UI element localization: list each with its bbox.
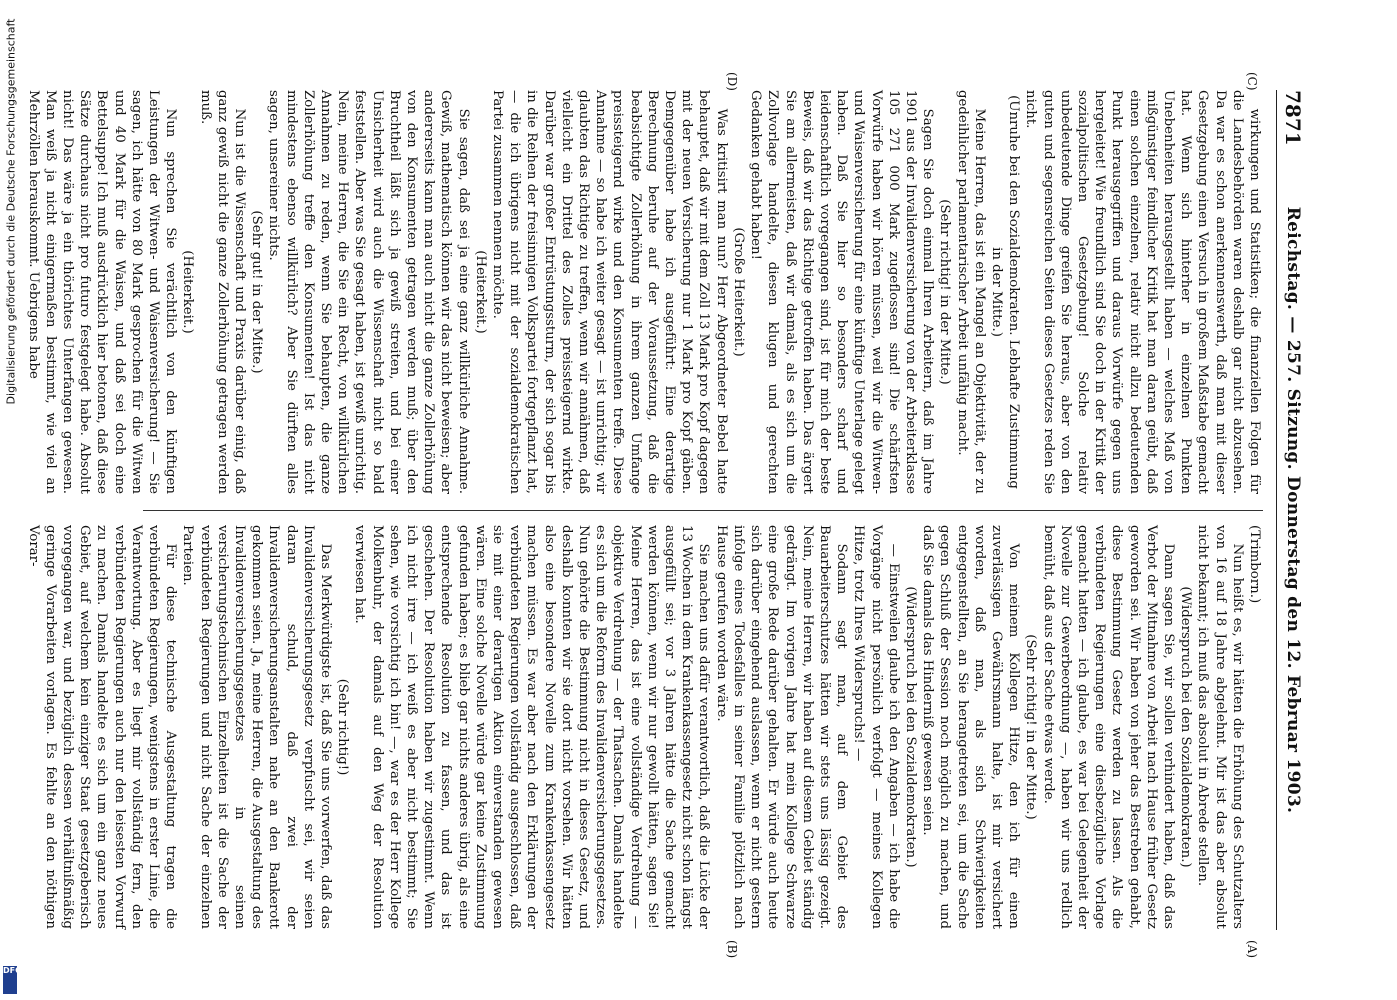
- dfg-logo-text: DFG: [3, 966, 22, 975]
- paragraph: Sagen Sie doch einmal Ihren Arbeitern, daß im Jahre 1901 aus der Invalidenversicherung von der Arbeiterklasse 105 271 000 Mark zugeflossen sind! Die schärfsten Vorwürfe haben wir hören müssen, weil wir die Witwen- und Waisenversicherung für eine künftige Unterlage gelegt haben. Daß Sie hier so besonders scharf und leidenschaftlich vorgegangen sind, ist für mich der beste Beweis, daß wir das Richtige getroffen haben. Das ärgert Sie am allermeisten, daß wir damals, als es sich um die Zollvorlage handelte, diesen klugen und gerechten Gedanken gehabt haben!: [747, 90, 935, 494]
- interjection: (Widerspruch bei den Sozialdemokraten.): [902, 586, 918, 868]
- margin-marker-a: (A): [1244, 940, 1259, 959]
- interjection: (Widerspruch bei den Sozialdemokraten.): [1177, 586, 1193, 868]
- paragraph: Sodann sagt man, auf dem Gebiet des Bauarbeiterschutzes hätten wir stets uns lässig gezeigt. Nein, meine Herren, wir haben auf diesem Gebiet ständig gedrängt. Im vorigen Jahre hat mein Kollege Schwarze eine große Rede darüber gehalten. Er würde auch heute sich darüber eingehend auslassen, wenn er nicht gestern infolge eines Todesfalles in seiner Familie plötzlich nach Hause gerufen worden wäre.: [713, 525, 849, 929]
- page-header: [1276, 90, 1307, 930]
- interjection: (Sehr richtig! in der Mitte.): [1022, 634, 1038, 820]
- interjection: (Heiterkeit.): [472, 250, 488, 334]
- paragraph: Was kritisirt man nun? Herr Abgeordneter Bebel hatte behauptet, daß wir mit dem Zoll 13 Mark pro Kopf dagegen mit der neuen Versicherung nur 1 Mark pro Kopf gäben. Demgegenüber habe ich ausgeführt: Eine derartige Berechnung beruhe auf der Voraussetzung, daß die beabsichtigte Zollerhöhung in ihrem ganzen Umfange preissteigernd wirke und den Konsumenten treffe. Diese Annahme — so habe ich weiter gesagt — ist unrichtig; wir glaubten das Richtige zu treffen, wenn wir annähmen, daß vielleicht ein Drittel des Zolles preissteigernd wirkte. Darüber war großer Entrüstungssturm, der sich sogar bis in die Reihen der freisinnigen Volkspartei fortgepflanzt hat, — die ich übrigens nicht mit der sozialdemokratischen Partei zusammen nennen möchte.: [489, 90, 729, 494]
- column-divider: [143, 510, 1263, 511]
- margin-marker-b: (B): [724, 940, 739, 959]
- paragraph: Nun sprechen Sie verächtlich von den künftigen Leistungen der Witwen- und Waisenversicherung! — Sie sagen, ich hätte von 80 Mark gesprochen für die Witwen und 40 Mark für die Waisen, und daß sei doch eine Bettelsuppe! Ich muß ausdrücklich hier betonen, daß diese Sätze durchaus nicht pro futuro festgelegt habe. Absolut nicht! Das wäre ja ein thörichtes Unterfangen gewesen. Man weiß ja nicht einigermaßen bestimmt, wie viel an Mehrzöllen herauskommt. Uebrigens habe: [25, 90, 178, 494]
- interjection: (Sehr gut! in der Mitte.): [248, 210, 264, 374]
- paragraph: Meine Herren, das ist ein Mangel an Objektivität, der zu gedeihlicher parlamentarischer Arbeit unfähig macht.: [954, 90, 987, 494]
- text-column-right-side: [25, 90, 1263, 494]
- digitization-footer: [3, 20, 19, 980]
- running-head: Reichstag. — 257. Sitzung. Donnerstag den 12. Februar 1903.: [1282, 206, 1303, 814]
- paragraph: Das Merkwürdigste ist, daß Sie uns vorwerfen, daß das Invalidenversicherungsgesetz verpfuscht sei, wir seien daran schuld, daß zwei der Invalidenversicherungsanstalten nahe an den Bankerott gekommen seien. Ja, meine Herren, die Ausgestaltung des Invalidenversicherungsgesetzes in seinen versicherungstechnischen Einzelheiten ist die Sache der verbündeten Regierungen und nicht Sache der einzelnen Parteien.: [179, 525, 333, 929]
- paragraph: Sie sagen, daß sei ja eine ganz willkürliche Annahme. Gewiß, mathematisch können wir das nicht beweisen; aber andererseits kann man auch nicht die ganze Zollerhöhung von den Konsumenten getragen werden muß; über den Bruchtheil läßt sich ja gewiß streiten, und bei einer Unsicherheit wird auch die Wissenschaft nicht so bald feststellen. Aber was Sie gesagt haben, ist gewiß unrichtig. Nein, meine Herren, die Sie ein Recht, von willkürlichen Annahmen zu reden, wenn Sie behaupten, die ganze Zollerhöhung treffe den Konsumenten! Ist das nicht mindestens ebenso willkürlich? Aber Sie dürften alles sagen, unsereiner nichts.: [265, 90, 471, 494]
- interjection: (Unruhe bei den Sozialdemokraten. Lebhafte Zustimmung in der Mitte.): [988, 95, 1021, 489]
- paragraph: (Trimborn.): [1246, 525, 1262, 604]
- interjection: (Große Heiterkeit.): [730, 227, 746, 357]
- paragraph: wirkungen und Statistiken; die finanziellen Folgen für die Landesbehörden waren deshalb gar nicht abzusehen. Da war es schon anerkennenswerth, daß man mit dieser Gesetzgebung einen Versuch in großem Maßstabe gemacht hat. Wenn sich hinterher in einzelnen Punkten Unebenheiten herausgestellt haben — welches Maß von mißgünstiger feindlicher Kritik hat man daran geübt, daß einen solchen einzelnen, relativ nicht allzu bedeutenden Punkt herausgegriffen und daraus Vorwürfe gegen uns hergeleitet! Wie freundlich sind Sie doch in der Kritik der sozialpolitischen Gesetzgebung! Solche relativ unbedeutende Dinge greifen Sie heraus, aber von den guten und segensreichen Seiten dieses Gesetzes reden Sie nicht.: [1022, 90, 1262, 494]
- interjection: (Heiterkeit.): [179, 250, 195, 334]
- text-column-left-side: [25, 525, 1263, 929]
- margin-marker-d: (D): [724, 72, 739, 91]
- document-page: [25, 0, 1349, 1000]
- page-number: 7871: [1280, 90, 1305, 146]
- dfg-logo: [3, 966, 22, 994]
- paragraph: Von meinem Kollegen Hitze, den ich für einen zuverlässigen Gewährsmann halte, ist mir versichert worden, daß man, als sich Schwierigkeiten entgegenstellten, an Sie herangetreten sei, um die Sache gegen Schluß der Session noch möglich zu machen, und daß Sie damals das Hinderniß gewesen seien.: [919, 525, 1021, 929]
- margin-marker-c: (C): [1244, 72, 1259, 91]
- paragraph: — Einstweilen glaube ich den Angaben — ich habe die Vorgänge nicht persönlich verfolgt — meines Kollegen Hitze, trotz Ihres Widerspruchs! —: [850, 525, 901, 929]
- paragraph: Sie machen uns dafür verantwortlich, daß die Lücke der 13 Wochen in dem Krankenkassengesetz nicht schon längst ausgefüllt sei; vor 3 Jahren hätte die Sache gemacht werden können, wenn wir nur gewollt hätten, sagen Sie! Meine Herren, das ist eine vollständige Verdrehung — objektive Verdrehung — der Thatsachen. Damals handelte es sich um die Reform des Invalidenversicherungsgesetzes. Nun gehörte die Bestimmung nicht in dieses Gesetz, und deshalb konnten wir sie dort nicht vorsehen. Wir hätten also eine besondere Novelle zum Krankenkassengesetz machen müssen. Es war aber nach den Erklärungen der verbündeten Regierungen vollständig ausgeschlossen, daß sie mit einer derartigen Aktion einverstanden gewesen wären. Eine solche Novelle würde gar keine Zustimmung gefunden haben; es blieb gar nichts anderes übrig, als eine entsprechende Resolution zu fassen, und das ist geschehen. Der Resolution haben wir zugestimmt. Wenn ich nicht irre — ich weiß es aber nicht bestimmt; Sie sehen, wie vorsichtig ich bin! —, war es der Herr Kollege Molkenbuhr, der damals auf den Weg der Resolution verwiesen hat.: [351, 525, 711, 929]
- paragraph: Nun heißt es, wir hätten die Erhöhung des Schutzalters von 16 auf 18 Jahre abgelehnt. Mir ist das aber absolut nicht bekannt; ich muß das absolut in Abrede stellen.: [1194, 525, 1245, 929]
- interjection: (Sehr richtig! in der Mitte.): [936, 199, 952, 385]
- paragraph: Dann sagen Sie, wir sollen verhindert haben, daß das Verbot der Mitnahme von Arbeit nach Hause früher Gesetz geworden sei. Wir haben von jeher das Bestreben gehabt, diese Bestimmung Gesetz werden zu lassen. Als die verbündeten Regierungen eine diesbezügliche Vorlage gemacht hatten — ich glaube, es war bei Gelegenheit der Novelle zur Gewerbeordnung —, haben wir uns redlich bemüht, daß aus der Sache etwas werde.: [1040, 525, 1176, 929]
- footer-text: Digitalisierung gefördert durch die Deutsche Forschungsgemeinschaft: [4, 18, 18, 405]
- interjection: (Sehr richtig!): [334, 678, 350, 776]
- paragraph: Nun ist die Wissenschaft und Praxis darüber einig, daß ganz gewiß nicht die ganze Zollerhöhung getragen werden muß.: [197, 90, 247, 494]
- paragraph: Für diese technische Ausgestaltung tragen die verbündeten Regierungen, wenigstens in erster Linie, die Verantwortung. Aber es liegt mir vollständig fern, den verbündeten Regierungen auch nur den leisesten Vorwurf zu machen. Damals handelte es sich um ein ganz neues Gebiet, auf welchem kein einziger Staat gesetzgeberisch vorgegangen war, und bezüglich dessen verhältnißmäßig geringe Vorarbeiten vorlagen. Es fehlte an den nöthigen Vorar-: [25, 525, 178, 929]
